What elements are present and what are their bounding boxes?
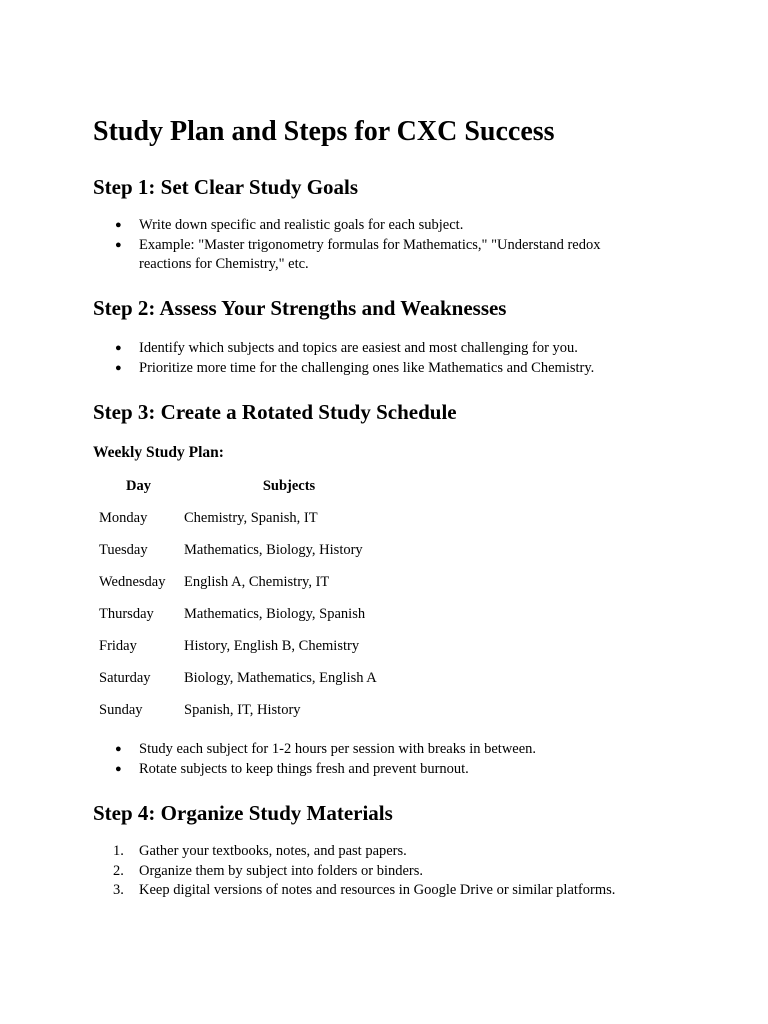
step3-heading: Step 3: Create a Rotated Study Schedule [93,400,457,424]
list-item: ● Prioritize more time for the challenging ones like Mathematics and Chemistry. [93,359,653,379]
list-item: ● Identify which subjects and topics are easiest and most challenging for you. [93,339,653,359]
subjects-cell: English A, Chemistry, IT [184,573,330,590]
table-row [93,534,394,566]
table-row [93,630,394,662]
list-item: ● Rotate subjects to keep things fresh and prevent burnout. [93,760,653,780]
list-number: 1. [113,843,124,859]
step4-heading: Step 4: Organize Study Materials [93,801,393,825]
table-row [93,502,394,534]
subjects-cell: Spanish, IT, History [184,701,301,718]
day-cell: Monday [99,509,148,526]
step4-numbered-list [93,842,653,901]
column-header-subjects: Subjects [262,477,316,494]
document-title: Study Plan and Steps for CXC Success [93,116,555,147]
list-item: ● Write down specific and realistic goals for each subject. [93,216,653,236]
list-item [93,881,653,901]
step1-bullet-list [93,216,653,275]
subjects-cell: Biology, Mathematics, English A [184,669,377,686]
step2-heading: Step 2: Assess Your Strengths and Weaknesses [93,296,507,320]
column-header-day: Day [126,477,151,494]
step2-bullet-list [93,339,653,378]
list-item: ● Study each subject for 1-2 hours per session with breaks in between. [93,740,653,760]
weekly-plan-subheading: Weekly Study Plan: [93,444,224,461]
list-item [93,842,653,862]
subjects-cell: Mathematics, Biology, Spanish [184,605,366,622]
list-number: 2. [113,862,124,879]
list-item-text: Keep digital versions of notes and resources in Google Drive or similar platforms. [139,882,616,898]
day-cell: Tuesday [99,541,148,558]
subjects-cell: Mathematics, Biology, History [184,541,363,558]
step3-bullet-list [93,740,653,779]
weekly-schedule-table [93,470,394,726]
step1-heading: Step 1: Set Clear Study Goals [93,175,359,199]
day-cell: Saturday [99,669,151,686]
subjects-cell: History, English B, Chemistry [184,637,360,654]
list-number: 3. [113,882,124,898]
day-cell: Thursday [99,605,154,622]
table-row [93,598,394,630]
list-item [93,862,653,882]
list-item-text: Gather your textbooks, notes, and past papers. [139,843,407,859]
table-row [93,566,394,598]
subjects-cell: Chemistry, Spanish, IT [184,509,318,526]
day-cell: Friday [99,637,137,654]
table-row [93,694,394,726]
list-item: ● Example: "Master trigonometry formulas for Mathematics," "Understand redox reactions for Chemistry," etc. [93,236,653,275]
list-item-text: Organize them by subject into folders or binders. [139,862,424,879]
day-cell: Sunday [99,701,143,718]
table-header-row [93,470,394,502]
table-row [93,662,394,694]
day-cell: Wednesday [99,573,166,590]
